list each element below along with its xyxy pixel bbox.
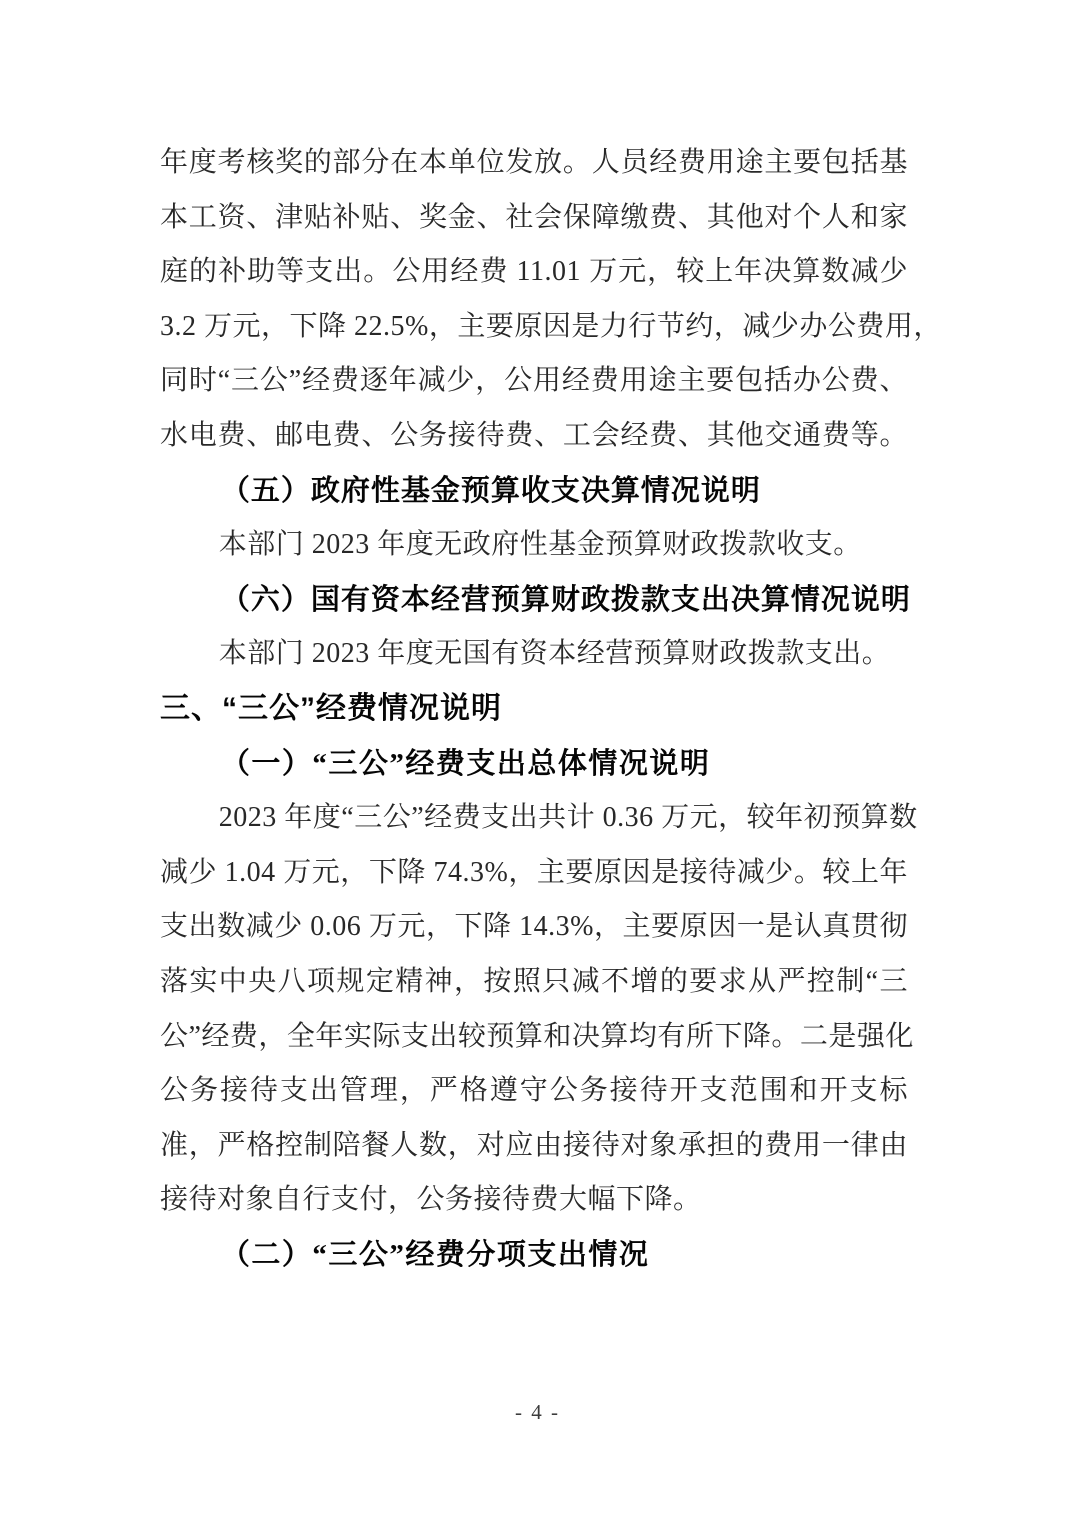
body-line: 支出数减少 0.06 万元，下降 14.3%，主要原因一是认真贯彻 bbox=[160, 911, 908, 943]
body-line: 准，严格控制陪餐人数，对应由接待对象承担的费用一律由 bbox=[160, 1129, 908, 1161]
section-heading-6: （六）国有资本经营预算财政拨款支出决算情况说明 bbox=[220, 583, 911, 616]
body-line: 公务接待支出管理，严格遵守公务接待开支范围和开支标 bbox=[160, 1075, 908, 1107]
body-line: 本部门 2023 年度无政府性基金预算财政拨款收支。 bbox=[218, 529, 862, 561]
body-line: 水电费、邮电费、公务接待费、工会经费、其他交通费等。 bbox=[160, 419, 908, 451]
body-line: 3.2 万元，下降 22.5%，主要原因是力行节约，减少办公费用， bbox=[160, 310, 942, 342]
body-line: 2023 年度“三公”经费支出共计 0.36 万元，较年初预算数 bbox=[218, 802, 918, 834]
subsection-heading-1: （一）“三公”经费支出总体情况说明 bbox=[220, 747, 711, 780]
body-line: 庭的补助等支出。公用经费 11.01 万元，较上年决算数减少 bbox=[160, 256, 908, 288]
document-body bbox=[160, 136, 942, 1282]
section-heading-5: （五）政府性基金预算收支决算情况说明 bbox=[220, 474, 761, 507]
body-line: 落实中央八项规定精神，按照只减不增的要求从严控制“三 bbox=[160, 965, 908, 997]
chapter-heading-3: 三、“三公”经费情况说明 bbox=[160, 691, 502, 725]
body-line: 减少 1.04 万元，下降 74.3%，主要原因是接待减少。较上年 bbox=[160, 856, 908, 888]
page-number: - 4 - bbox=[515, 1400, 560, 1424]
body-line: 接待对象自行支付，公务接待费大幅下降。 bbox=[160, 1184, 702, 1216]
body-line: 公”经费，全年实际支出较预算和决算均有所下降。二是强化 bbox=[160, 1020, 914, 1052]
page-footer bbox=[0, 1400, 1075, 1425]
body-line: 同时“三公”经费逐年减少，公用经费用途主要包括办公费、 bbox=[160, 365, 908, 397]
subsection-heading-2: （二）“三公”经费分项支出情况 bbox=[220, 1238, 650, 1271]
body-line: 本工资、津贴补贴、奖金、社会保障缴费、其他对个人和家 bbox=[160, 201, 908, 233]
body-line: 年度考核奖的部分在本单位发放。人员经费用途主要包括基 bbox=[160, 147, 908, 178]
body-line: 本部门 2023 年度无国有资本经营预算财政拨款支出。 bbox=[218, 638, 891, 670]
